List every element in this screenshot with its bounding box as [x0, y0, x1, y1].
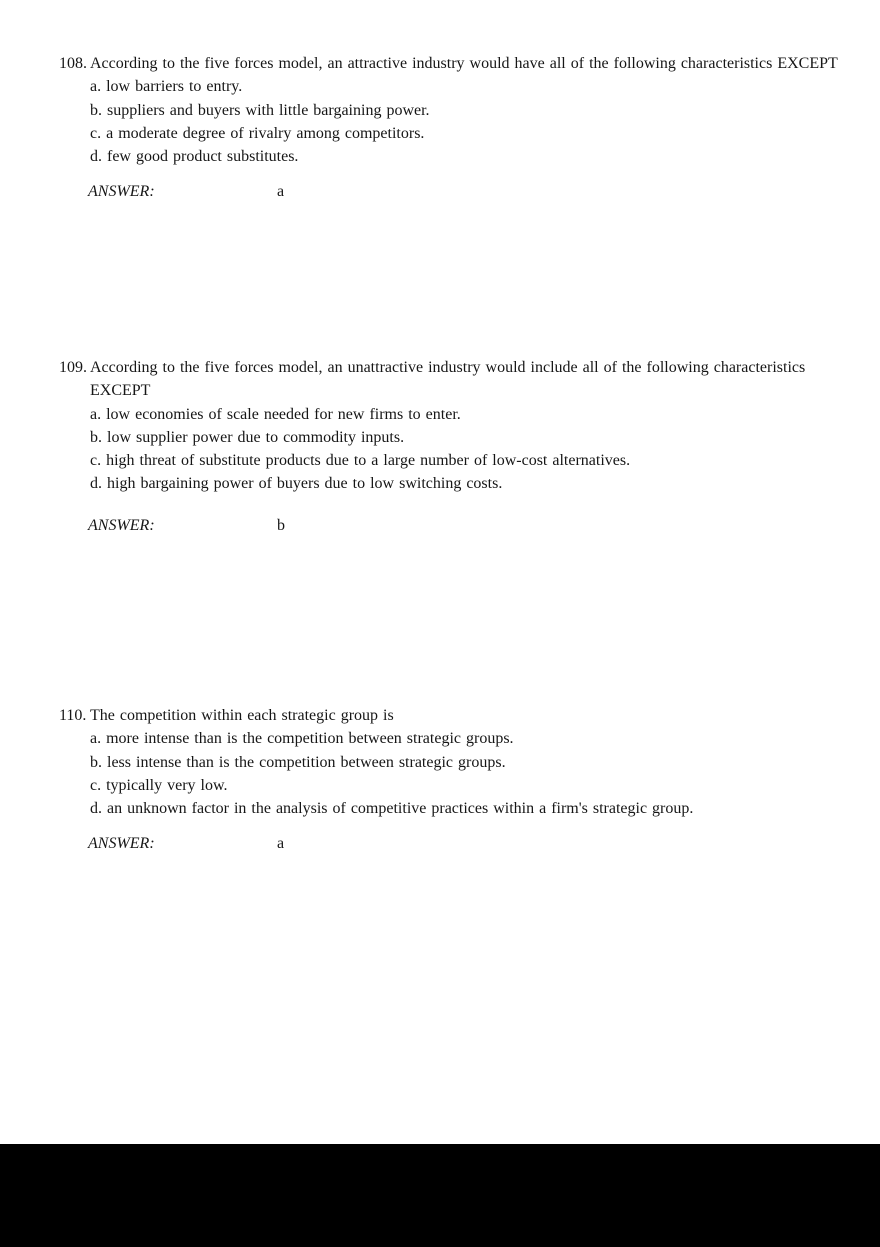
question-text	[90, 356, 825, 403]
question-text-line: EXCEPT	[90, 382, 151, 400]
answer-row	[88, 832, 825, 855]
question-text-line: According to the five forces model, an attractive industry would have all of the following characteristics EXCEPT	[90, 55, 838, 72]
option-d: d. high bargaining power of buyers due to low switching costs.	[90, 475, 503, 493]
option-b: b. suppliers and buyers with little bargaining power.	[90, 101, 430, 119]
answer-label: ANSWER:	[88, 835, 155, 853]
question-number: 108.	[59, 55, 87, 72]
option-a: a. low economies of scale needed for new firms to enter.	[90, 405, 461, 423]
answer-label: ANSWER:	[88, 516, 155, 534]
question-number: 110.	[59, 707, 87, 724]
question-head	[59, 356, 825, 403]
option-c: c. high threat of substitute products due to a large number of low-cost alternatives.	[90, 452, 631, 470]
viewer-bottom-band	[0, 1144, 880, 1247]
answer-value: a	[277, 183, 285, 201]
answer-label: ANSWER:	[88, 183, 155, 201]
option-d: d. an unknown factor in the analysis of competitive practices within a firm's strategic group.	[90, 800, 694, 818]
answer-row	[88, 180, 825, 203]
option-c: c. a moderate degree of rivalry among competitors.	[90, 124, 425, 142]
question-block-109	[59, 356, 825, 537]
option-a: a. low barriers to entry.	[90, 78, 243, 96]
option-a: a. more intense than is the competition between strategic groups.	[90, 730, 514, 748]
question-text-line: The competition within each strategic group is	[90, 707, 394, 724]
answer-value: b	[277, 516, 285, 534]
options-list	[90, 727, 825, 820]
answer-value: a	[277, 835, 285, 853]
option-b: b. less intense than is the competition between strategic groups.	[90, 753, 506, 771]
options-list	[90, 403, 825, 496]
question-block-110	[59, 704, 825, 856]
question-head	[59, 52, 838, 75]
question-text-line: According to the five forces model, an unattractive industry would include all of the following characteristics	[90, 359, 806, 376]
question-block-108	[59, 52, 838, 204]
question-head	[59, 704, 825, 727]
question-text	[90, 704, 825, 727]
option-c: c. typically very low.	[90, 776, 228, 794]
answer-row	[88, 514, 825, 537]
option-b: b. low supplier power due to commodity inputs.	[90, 428, 405, 446]
option-d: d. few good product substitutes.	[90, 148, 299, 166]
question-text	[90, 52, 838, 75]
options-list	[90, 75, 825, 168]
question-number: 109.	[59, 359, 87, 376]
